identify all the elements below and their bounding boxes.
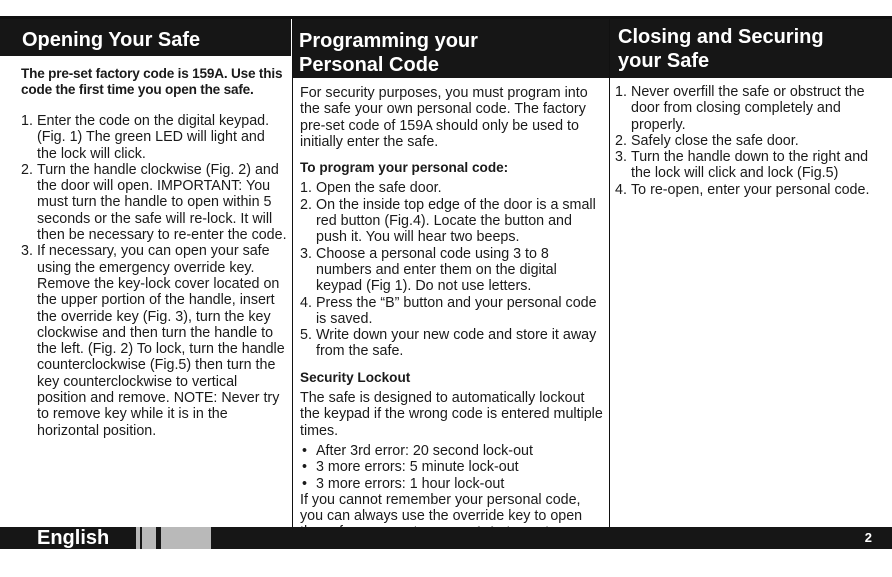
list-item: 1. Never overfill the safe or obstruct the door from closing completely and properly. bbox=[615, 84, 865, 133]
footer-decor-block bbox=[161, 527, 211, 549]
closing-column bbox=[609, 19, 892, 537]
programming-content bbox=[293, 78, 609, 537]
page-number: 2 bbox=[864, 530, 872, 545]
programming-steps bbox=[300, 180, 603, 359]
factory-code-notice: The pre-set factory code is 159A. Use this code the first time you open the safe. bbox=[21, 66, 283, 97]
programming-column bbox=[292, 19, 609, 537]
list-item: 4. To re-open, enter your personal code. bbox=[615, 181, 870, 198]
opening-steps bbox=[21, 113, 287, 439]
language-label: English bbox=[37, 527, 110, 549]
list-item: • After 3rd error: 20 second lock-out bbox=[302, 442, 533, 459]
security-lockout-text: The safe is designed to automatically lockout the keypad if the wrong code is entered multiple times. bbox=[300, 390, 603, 439]
list-item: 3. If necessary, you can open your safe using the emergency override key. Remove the key-lock cover located on the upper portion of the handle, insert the override key (Fig. 3), turn the key clockwise and then turn the handle to the left. (Fig. 2) To lock, turn the handle counterclockwise (Fig.5) then turn the key counterclockwise to vertical position and remove. NOTE: Never try to remove key while it is in the horizontal position. bbox=[21, 243, 285, 439]
opening-title: Opening Your Safe bbox=[0, 19, 291, 56]
list-item: 4. Press the “B” button and your personal code is saved. bbox=[300, 294, 597, 327]
list-item: 3. Turn the handle down to the right and the lock will click and lock (Fig.5) bbox=[615, 149, 869, 182]
programming-title: Programming your Personal Code bbox=[293, 19, 609, 78]
list-item: 2. On the inside top edge of the door is a small red button (Fig.4). Locate the button and push it. You will hear two beeps. bbox=[300, 196, 596, 246]
list-item: 1. Enter the code on the digital keypad. (Fig. 1) The green LED will light and the lock will click. bbox=[21, 113, 270, 162]
list-item: 1. Open the safe door. bbox=[300, 180, 442, 197]
footer-decor-block bbox=[142, 527, 156, 549]
page-footer bbox=[0, 527, 892, 549]
list-item: • 3 more errors: 5 minute lock-out bbox=[302, 459, 519, 476]
list-item: 3. Choose a personal code using 3 to 8 numbers and enter them on the digital keypad (Fig 1). Do not use letters. bbox=[300, 245, 557, 295]
lockout-list bbox=[300, 443, 603, 492]
security-lockout-heading: Security Lockout bbox=[300, 369, 411, 385]
opening-column bbox=[0, 19, 291, 537]
list-item: 5. Write down your new code and store it away from the safe. bbox=[300, 327, 597, 360]
closing-content bbox=[610, 78, 892, 198]
programming-intro: For security purposes, you must program into the safe your own personal code. The factory pre-set code of 159A should only be used to initially enter the safe. bbox=[300, 85, 588, 150]
footer-decor-block bbox=[136, 527, 140, 549]
closing-title: Closing and Securing your Safe bbox=[610, 19, 892, 78]
override-key-note: If you cannot remember your personal code, you can always use the override key to open bbox=[300, 492, 603, 537]
list-item: 2. Turn the handle clockwise (Fig. 2) and the door will open. IMPORTANT: You must turn the handle to open within 5 seconds or the safe will re-lock. It will then be necessary to re-enter the code. bbox=[21, 161, 287, 244]
list-item: • 3 more errors: 1 hour lock-out bbox=[302, 475, 505, 492]
opening-content bbox=[0, 56, 291, 439]
closing-steps bbox=[615, 84, 889, 198]
list-item: 2. Safely close the safe door. bbox=[615, 132, 799, 149]
program-code-heading: To program your personal code: bbox=[300, 160, 509, 176]
